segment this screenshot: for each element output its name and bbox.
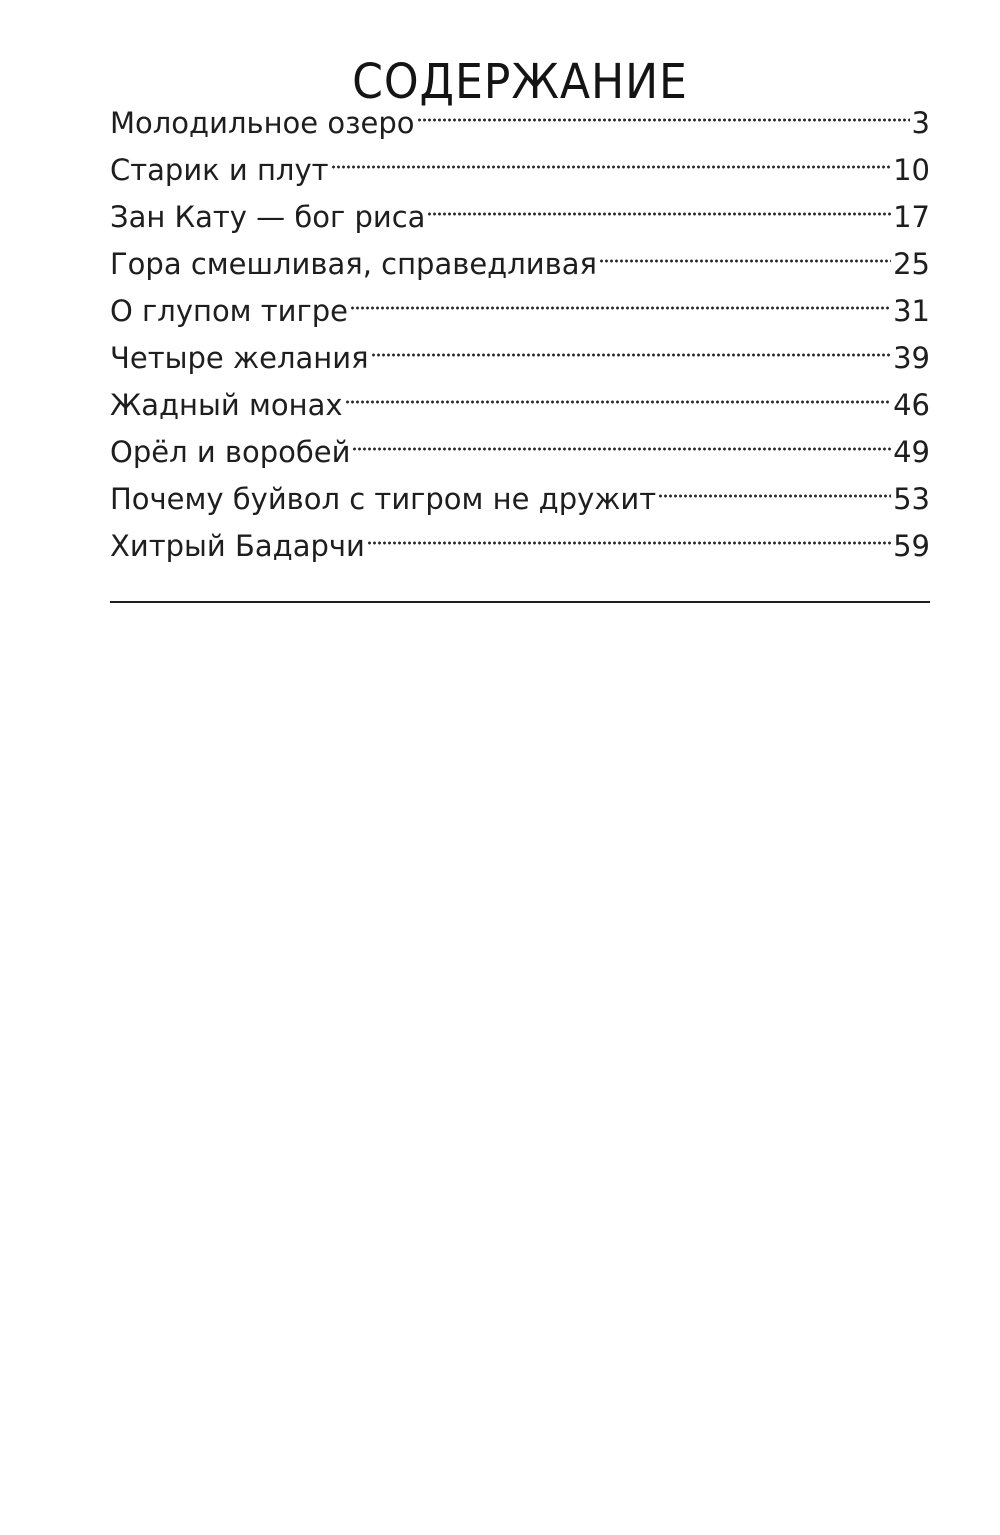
toc-entry-title: Хитрый Бадарчи (110, 529, 365, 563)
toc-entry-page: 59 (893, 529, 930, 563)
horizontal-divider (110, 601, 930, 603)
dot-leader (345, 368, 892, 415)
toc-entry-title: Гора смешливая, справедливая (110, 247, 597, 281)
dot-leader (352, 415, 891, 462)
toc-entry-page: 31 (893, 294, 930, 328)
dot-leader (427, 180, 891, 227)
toc-entry-page: 53 (893, 482, 930, 516)
dot-leader (599, 227, 891, 274)
toc-entry-title: О глупом тигре (110, 294, 349, 328)
toc-entry-page: 46 (893, 388, 930, 422)
toc-entry-page: 39 (893, 341, 930, 375)
dot-leader (367, 509, 891, 556)
toc-entry-page: 49 (893, 435, 930, 469)
dot-leader (417, 86, 910, 133)
toc-entry-page: 10 (893, 153, 930, 187)
toc-entry (110, 86, 930, 140)
toc-entry-page: 25 (893, 247, 930, 281)
dot-leader (371, 321, 892, 368)
dot-leader (350, 274, 891, 321)
toc-entry-page: 3 (911, 106, 930, 140)
toc-entry-page: 17 (893, 200, 930, 234)
toc-entry-title: Орёл и воробей (110, 435, 351, 469)
toc-entry-title: Почему буйвол с тигром не дружит (110, 482, 657, 516)
toc-entry-title: Четыре желания (110, 341, 369, 375)
toc-entry-title: Старик и плут (110, 153, 329, 187)
toc-entry-title: Молодильное озеро (110, 106, 415, 140)
table-of-contents (110, 86, 930, 563)
page-title: СОДЕРЖАНИЕ (352, 54, 688, 111)
toc-entry-title: Жадный монах (110, 388, 343, 422)
dot-leader (331, 133, 892, 180)
dot-leader (658, 462, 891, 509)
toc-entry-title: Зан Кату — бог риса (110, 200, 426, 234)
